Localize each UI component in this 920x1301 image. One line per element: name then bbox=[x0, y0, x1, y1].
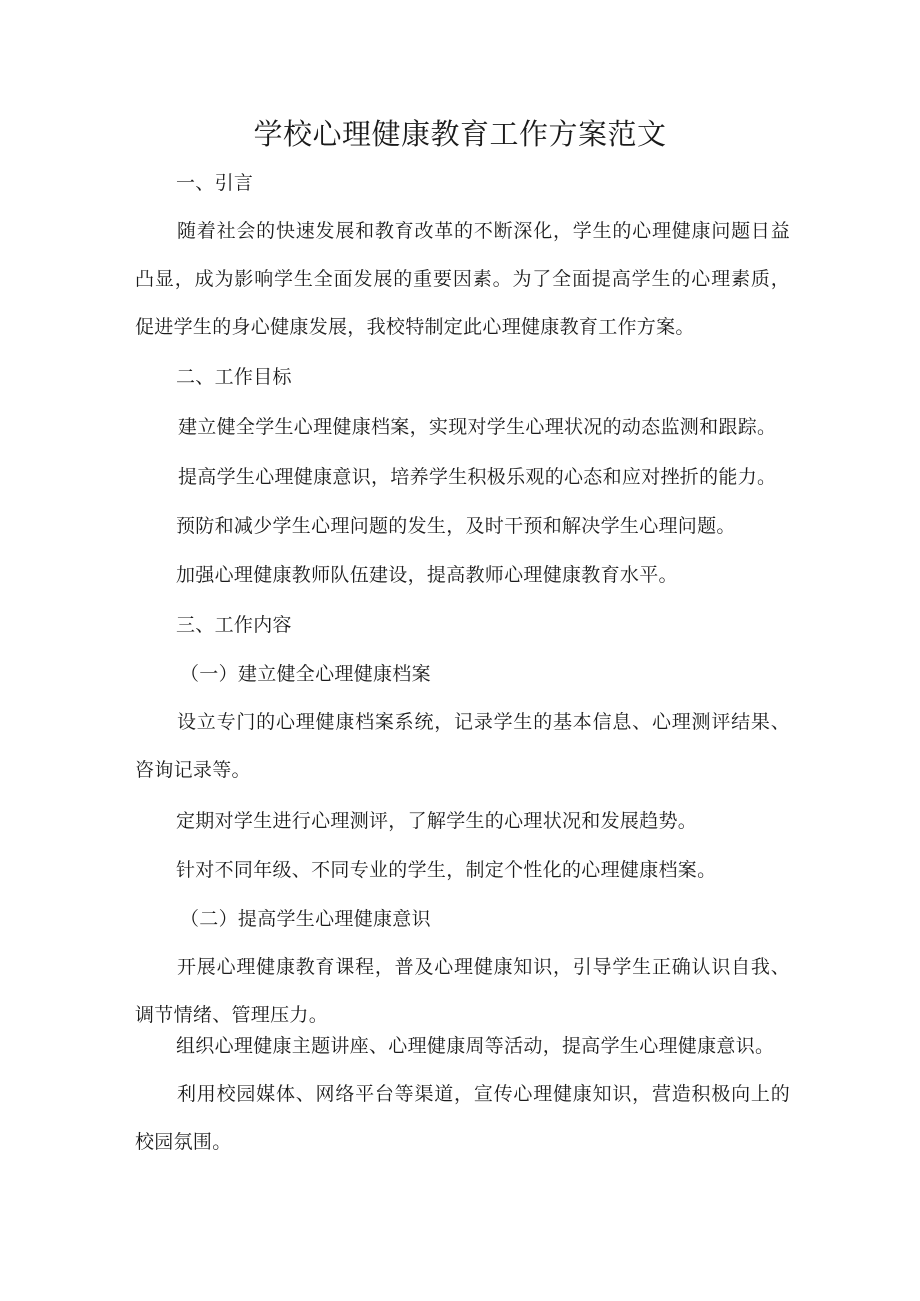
awareness-paragraph-3: 利用校园媒体、网络平台等渠道，宣传心理健康知识，营造积极向上的校园氛围。 bbox=[135, 1083, 790, 1153]
goal-item-2: 提高学生心理健康意识，培养学生积极乐观的心态和应对挫折的能力。 bbox=[178, 466, 777, 488]
goal-item-4: 加强心理健康教师队伍建设，提高教师心理健康教育水平。 bbox=[176, 564, 678, 586]
awareness-paragraph-1: 开展心理健康教育课程，普及心理健康知识，引导学生正确认识自我、调节情绪、管理压力。 bbox=[135, 956, 790, 1026]
archives-paragraph-2: 定期对学生进行心理测评，了解学生的心理状况和发展趋势。 bbox=[176, 810, 698, 832]
section-heading-goals: 二、工作目标 bbox=[176, 366, 292, 388]
archives-paragraph-1: 设立专门的心理健康档案系统，记录学生的基本信息、心理测评结果、咨询记录等。 bbox=[135, 711, 790, 781]
goal-item-1: 建立健全学生心理健康档案，实现对学生心理状况的动态监测和跟踪。 bbox=[178, 416, 777, 438]
goal-item-3: 预防和减少学生心理问题的发生，及时干预和解决学生心理问题。 bbox=[176, 515, 736, 537]
subsection-heading-archives: （一）建立健全心理健康档案 bbox=[180, 663, 431, 685]
section-heading-introduction: 一、引言 bbox=[176, 172, 254, 194]
intro-paragraph: 随着社会的快速发展和教育改革的不断深化，学生的心理健康问题日益凸显，成为影响学生全面发展的重要因素。为了全面提高学生的心理素质，促进学生的身心健康发展，我校特制定此心理健康教育工作方案。 bbox=[135, 220, 790, 338]
document-title: 学校心理健康教育工作方案范文 bbox=[253, 117, 667, 151]
awareness-paragraph-2: 组织心理健康主题讲座、心理健康周等活动，提高学生心理健康意识。 bbox=[176, 1035, 775, 1057]
subsection-heading-awareness: （二）提高学生心理健康意识 bbox=[180, 908, 431, 930]
archives-paragraph-3: 针对不同年级、不同专业的学生，制定个性化的心理健康档案。 bbox=[176, 859, 717, 881]
section-heading-content: 三、工作内容 bbox=[176, 614, 292, 636]
